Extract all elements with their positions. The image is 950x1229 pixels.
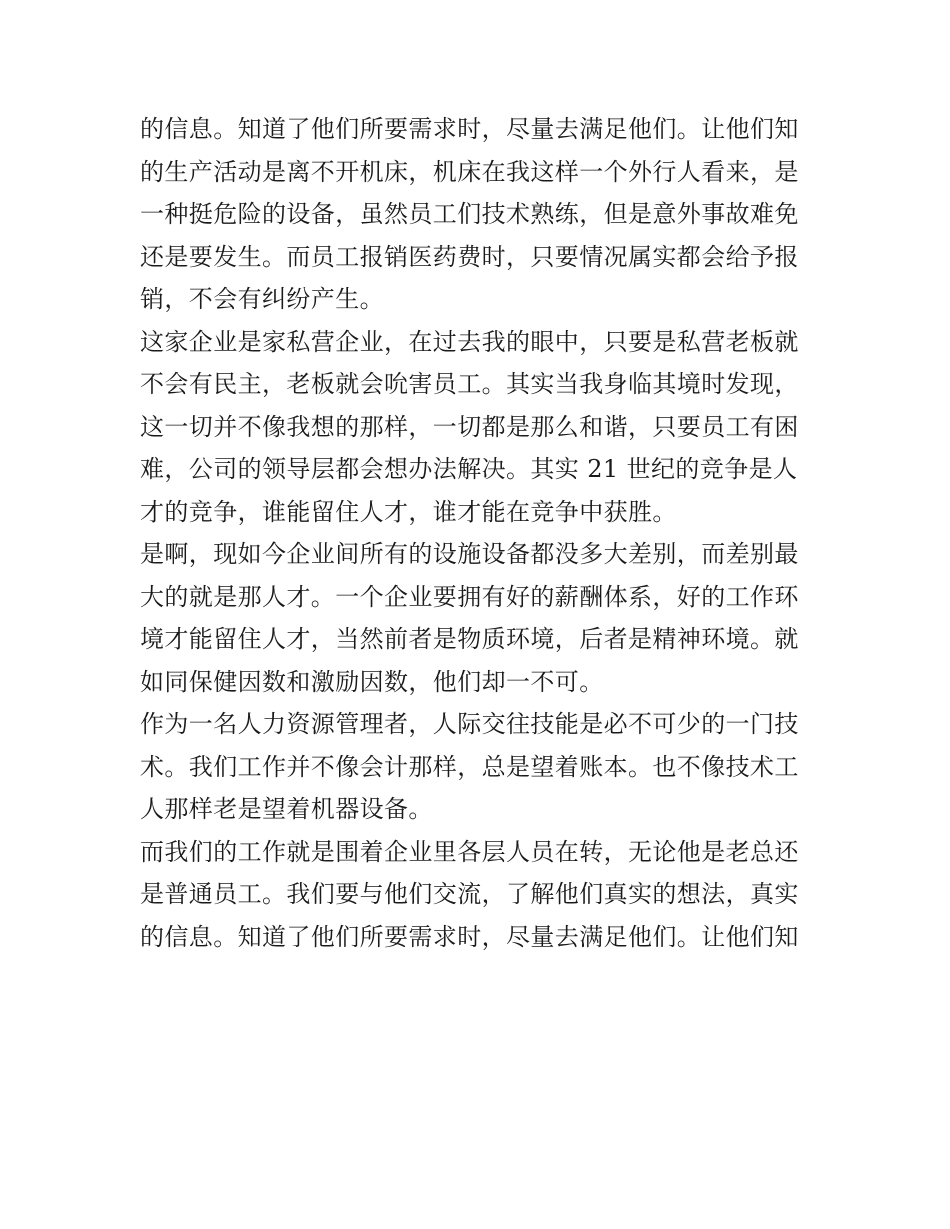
text-line: 难，公司的领导层都会想办法解决。其实 21 世纪的竞争是人 (140, 455, 798, 483)
paragraph-4 (140, 703, 816, 831)
text-line: 的生产活动是离不开机床，机床在我这样一个外行人看来，是 (140, 157, 799, 186)
paragraph-3 (140, 533, 816, 703)
text-line: 大的就是那人才。一个企业要拥有好的薪酬体系，好的工作环 (140, 582, 799, 611)
text-line: 不会有民主，老板就会吮害员工。其实当我身临其境时发现， (140, 370, 799, 398)
paragraph-1 (140, 108, 816, 321)
text-line: 的信息。知道了他们所要需求时，尽量去满足他们。让他们知 (140, 115, 799, 143)
document-body (140, 108, 816, 958)
text-line: 这一切并不像我想的那样，一切都是那么和谐，只要员工有困 (140, 412, 799, 441)
text-line: 才的竞争，谁能留住人才，谁才能在竞争中获胜。 (140, 497, 677, 526)
text-line: 术。我们工作并不像会计那样，总是望着账本。也不像技术工 (140, 752, 799, 781)
text-line: 作为一名人力资源管理者，人际交往技能是必不可少的一门技 (140, 710, 799, 738)
text-line: 销，不会有纠纷产生。 (140, 285, 384, 313)
paragraph-2 (140, 321, 816, 534)
text-line: 一种挺危险的设备，虽然员工们技术熟练，但是意外事故难免 (140, 200, 799, 228)
text-line: 是普通员工。我们要与他们交流，了解他们真实的想法，真实 (140, 880, 799, 908)
paragraph-5 (140, 831, 816, 959)
text-line: 如同保健因数和激励因数，他们却一不可。 (140, 667, 604, 696)
text-line: 境才能留住人才，当然前者是物质环境，后者是精神环境。就 (140, 625, 799, 653)
text-line: 是啊，现如今企业间所有的设施设备都没多大差别，而差别最 (140, 540, 799, 568)
text-line: 的信息。知道了他们所要需求时，尽量去满足他们。让他们知 (140, 922, 799, 951)
text-line: 人那样老是望着机器设备。 (140, 795, 433, 823)
text-line: 这家企业是家私营企业，在过去我的眼中，只要是私营老板就 (140, 327, 799, 356)
text-line: 还是要发生。而员工报销医药费时，只要情况属实都会给予报 (140, 242, 799, 271)
text-line: 而我们的工作就是围着企业里各层人员在转，无论他是老总还 (140, 837, 799, 866)
